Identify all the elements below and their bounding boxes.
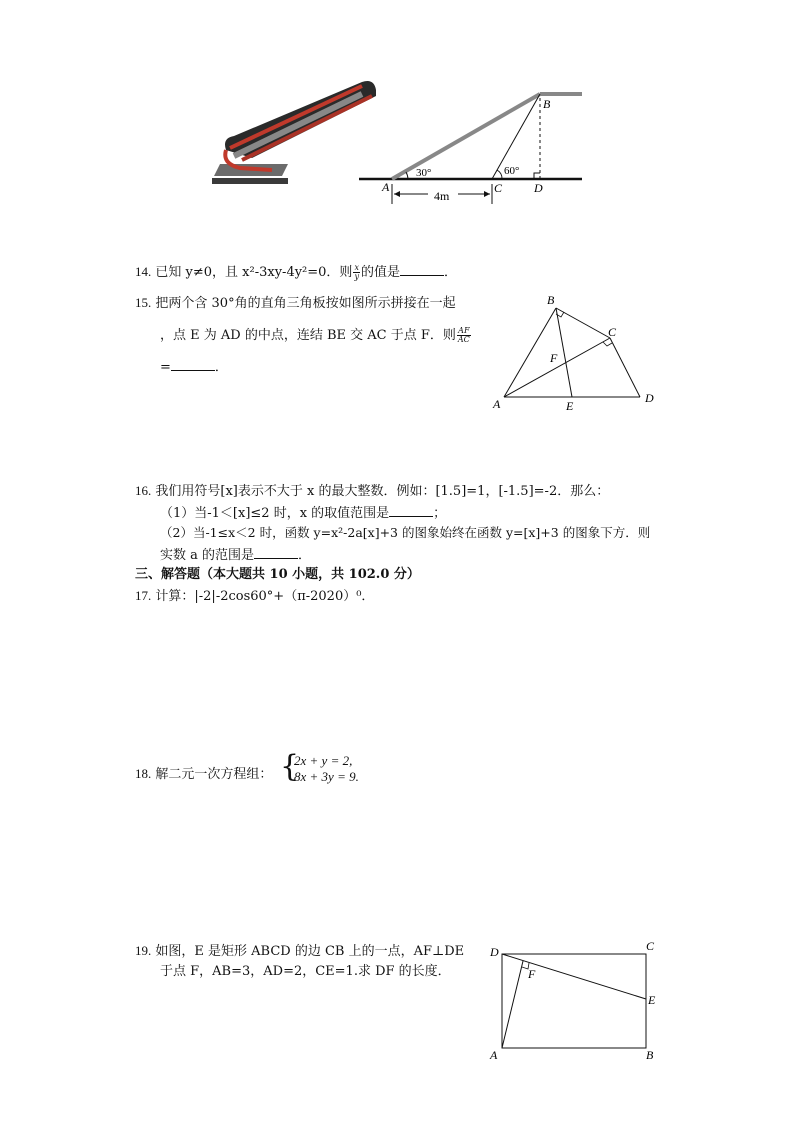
q19-fig-label-b: B — [646, 1048, 654, 1062]
fig-top-label-b: B — [543, 97, 551, 111]
q15-frac-top: AF — [458, 326, 470, 335]
question-14 — [135, 263, 457, 281]
q15-line3-suffix: ． — [214, 360, 228, 375]
fig-top-distance: 4m — [434, 189, 450, 203]
q19-line1: 如图，E 是矩形 ABCD 的边 CB 上的一点，AF⊥DE — [155, 944, 465, 959]
q15-line2: ，点 E 为 AD 的中点，连结 BE 交 AC 于点 F．则 — [160, 328, 456, 343]
q16-line1: 我们用符号[x]表示不大于 x 的最大整数．例如：[1.5]=1，[-1.5]=-2．那么： — [155, 484, 610, 499]
q17-number: 17. — [135, 588, 152, 603]
q15-fig-label-c: C — [608, 325, 617, 339]
q15-triangle-figure — [488, 290, 660, 414]
q15-fig-label-f: F — [550, 351, 558, 365]
q14-fraction — [353, 264, 360, 281]
question-15-line1 — [135, 295, 456, 312]
q19-fig-label-c: C — [646, 939, 655, 953]
q19-fig-label-a: A — [490, 1048, 498, 1062]
question-15-line2 — [160, 327, 472, 344]
q15-number: 15. — [135, 295, 152, 310]
q19-fig-label-e: E — [648, 993, 656, 1007]
q15-fig-label-d: D — [645, 391, 654, 405]
question-16-line4 — [160, 546, 311, 564]
q18-brace: { — [280, 749, 300, 784]
fig-top-angle-60: 60° — [504, 165, 520, 177]
question-17 — [135, 588, 374, 605]
q15-fraction — [457, 327, 471, 344]
q18-eq1: 2x + y = 2, — [294, 753, 353, 768]
q19-rectangle-figure — [486, 936, 662, 1066]
q14-text-b: 的值是 — [360, 265, 400, 280]
q16-number: 16. — [135, 483, 152, 498]
q19-fig-label-f: F — [528, 967, 536, 981]
q16-line4-prefix: 实数 a 的范围是 — [160, 548, 255, 563]
q19-line2: 于点 F，AB=3，AD=2，CE=1.求 DF 的长度． — [160, 964, 451, 979]
fig-top-angle-30: 30° — [416, 167, 432, 179]
question-19-line2 — [160, 964, 451, 980]
q16-line4-suffix: ． — [298, 548, 312, 563]
q14-text-a: 已知 y≠0，且 x²-3xy-4y²=0．则 — [155, 265, 353, 280]
q15-fig-label-a: A — [493, 397, 501, 411]
fig-top-label-c: C — [494, 181, 503, 195]
q15-line1: 把两个含 30°角的直角三角板按如图所示拼接在一起 — [155, 296, 456, 311]
q14-frac-bot: y — [354, 272, 359, 281]
q15-fig-label-e: E — [566, 399, 574, 413]
q14-text-c: ． — [443, 265, 457, 280]
q15-fig-label-b: B — [547, 293, 555, 307]
q18-text: 解二元一次方程组： — [155, 767, 273, 782]
q18-number: 18. — [135, 766, 152, 781]
q16-line2-prefix: （1）当-1＜[x]≤2 时，x 的取值范围是 — [160, 506, 390, 521]
q16-line3: （2）当-1≤x＜2 时，函数 y=x²-2a[x]+3 的图象始终在函数 y=[x]+3 的图象下方．则 — [160, 525, 651, 540]
q14-answer-blank[interactable] — [400, 263, 444, 276]
q14-number: 14. — [135, 264, 152, 279]
q16-line2-suffix: ； — [433, 506, 447, 521]
question-15-line3 — [160, 358, 228, 376]
q14-frac-top: x — [354, 263, 359, 272]
question-16-line2 — [160, 504, 446, 522]
q15-answer-blank[interactable] — [171, 358, 215, 371]
q16-answer-blank-2[interactable] — [254, 546, 298, 559]
question-19-line1 — [135, 943, 464, 960]
escalator-diagram — [356, 88, 588, 212]
section-3-header: 三、解答题（本大题共 10 小题，共 102.0 分） — [135, 567, 420, 582]
q17-text: 计算：|-2|-2cos60°+（π-2020）⁰． — [155, 589, 375, 604]
q18-eq2: 8x + 3y = 9. — [294, 769, 359, 784]
q19-number: 19. — [135, 943, 152, 958]
q19-fig-label-d: D — [490, 945, 499, 959]
question-16-line3 — [160, 525, 650, 541]
q16-answer-blank-1[interactable] — [389, 504, 433, 517]
question-16-line1 — [135, 483, 609, 500]
question-18 — [135, 766, 272, 783]
fig-top-label-d: D — [534, 181, 543, 195]
q15-frac-bot: AC — [457, 335, 470, 344]
fig-top-label-a: A — [382, 180, 390, 194]
q15-line3-prefix: = — [160, 360, 171, 375]
